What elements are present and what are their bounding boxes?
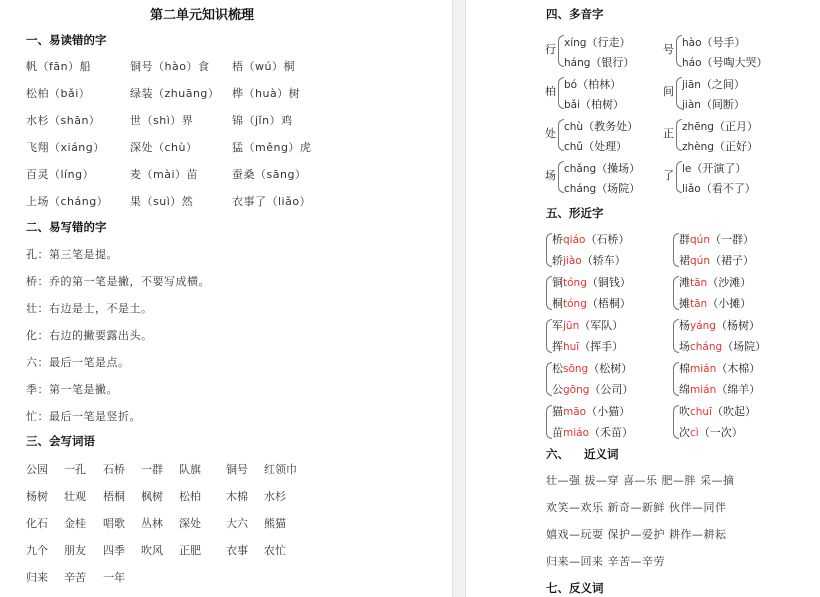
char: 苗 [552,426,563,439]
pinyin: qún [690,234,710,246]
example-word: （一群） [709,233,754,246]
misread-word: 水杉（shān） [26,114,101,127]
vocab-word: 杨树 [26,490,48,503]
vocab-word: 红领巾 [264,463,297,476]
miswritten-rule: 化：右边的撇要露出头。 [26,329,153,342]
char: 吹 [679,405,690,418]
vocab-word: 唱歌 [103,517,125,530]
vocab-word: 正肥 [179,544,201,557]
similar-char-line [679,400,756,419]
example-word: （小猫） [586,405,631,418]
misread-word: 世（shì）界 [130,114,194,127]
similar-char-line [552,400,630,419]
synonym-row: 欢笑—欢乐 新奇—新鲜 伙伴—同伴 [546,501,727,514]
similar-char-line [679,249,754,268]
char: 群 [679,233,690,246]
example-word: （正好） [713,140,758,153]
pinyin: bó [564,79,578,91]
pinyin: zhèng [682,141,714,153]
vocab-word: 化石 [26,517,48,530]
section-heading-polyphone: 四、多音字 [546,7,604,21]
page-divider [452,0,466,597]
pinyin: jiàn [682,99,701,111]
similar-char-line [552,335,623,354]
char: 裙 [679,254,690,267]
polyphone-char: 柏 [545,85,556,98]
vocab-word: 公园 [26,463,48,476]
vocab-word: 大六 [226,517,248,530]
section-heading-miswritten: 二、易写错的字 [26,220,107,234]
pinyin: mián [690,384,717,396]
misread-word: 蚕桑（sāng） [232,168,307,181]
pinyin: qún [690,255,710,267]
polyphone-line [564,157,640,176]
char: 松 [552,362,563,375]
similar-char-line [552,357,632,376]
vocab-word: 四季 [103,544,125,557]
section-heading-vocab: 三、会写词语 [26,434,95,448]
polyphone-line [682,93,745,112]
example-word: （石桥） [585,233,630,246]
vocab-word: 一孔 [64,463,86,476]
vocab-word: 木棉 [226,490,248,503]
vocab-word: 衣事 [226,544,248,557]
example-word: （挥手） [579,340,624,353]
pinyin: chù [564,121,584,133]
example-word: （柏树） [580,98,625,111]
section-heading-similar-chars: 五、形近字 [546,206,604,220]
example-word: （操场） [596,162,641,175]
similar-char-line [552,378,633,397]
char: 军 [552,319,563,332]
polyphone-line [564,73,621,92]
vocab-word: 壮观 [64,490,86,503]
vocab-word: 九个 [26,544,48,557]
pinyin: gōng [563,384,590,396]
example-word: （正月） [713,120,758,133]
pinyin: liǎo [682,183,701,195]
example-word: （场院） [596,182,641,195]
example-word: （柏林） [577,78,622,91]
pinyin: huī [563,341,580,353]
pinyin: cháng [564,183,597,195]
polyphone-line [682,31,746,50]
misread-word: 松柏（bǎi） [26,87,91,100]
polyphone-line [564,51,634,70]
misread-word: 衣事了（liǎo） [232,195,312,208]
polyphone-line [564,31,630,50]
polyphone-line [682,135,758,154]
example-word: （裙子） [709,254,754,267]
vocab-word: 归来 [26,571,48,584]
section-heading-antonyms: 七、反义词 [546,581,604,595]
example-word: （木棉） [716,362,761,375]
vocab-word: 农忙 [264,544,286,557]
synonym-row: 嬉戏—玩耍 保护—爱护 耕作—耕耘 [546,528,727,541]
pinyin: jūn [563,320,580,332]
pinyin: chǔ [564,141,584,153]
similar-char-line [679,292,751,311]
char: 挥 [552,340,563,353]
example-word: （松树） [588,362,633,375]
pinyin: le [682,163,692,175]
pinyin: yáng [690,320,716,332]
similar-char-line [552,314,623,333]
polyphone-line [682,51,768,70]
pinyin: tóng [563,277,587,289]
similar-char-line [552,228,629,247]
char: 桥 [552,233,563,246]
pinyin: hào [682,37,702,49]
similar-char-line [679,378,760,397]
similar-char-line [552,292,631,311]
char: 次 [679,426,690,439]
similar-char-line [679,335,766,354]
pinyin: bǎi [564,99,581,111]
similar-char-line [552,249,626,268]
polyphone-char: 了 [663,169,674,182]
similar-char-line [679,357,760,376]
char: 猫 [552,405,563,418]
section-heading-synonyms: 近义词 [584,447,619,461]
misread-word: 铜号（hào）食 [130,60,210,73]
pinyin: háng [564,57,591,69]
example-word: （间断） [700,98,745,111]
pinyin: cháng [690,341,723,353]
char: 杨 [679,319,690,332]
similar-char-line [552,421,633,440]
vocab-word: 吹风 [141,544,163,557]
char: 铜 [552,276,563,289]
misread-word: 梧（wú）桐 [232,60,295,73]
section-heading-misread: 一、易读错的字 [26,33,107,47]
polyphone-line [682,177,756,196]
vocab-word: 枫树 [141,490,163,503]
polyphone-char: 处 [545,127,556,140]
polyphone-line [564,115,638,134]
example-word: （军队） [579,319,624,332]
pinyin: chǎng [564,163,597,175]
example-word: （看不了） [700,182,756,195]
misread-word: 桦（huà）树 [232,87,301,100]
example-word: （小摊） [707,297,752,310]
example-word: （杨树） [715,319,760,332]
example-word: （禾苗） [589,426,634,439]
vocab-word: 金桂 [64,517,86,530]
misread-word: 麦（mài）苗 [130,168,199,181]
right-page [466,0,820,597]
similar-char-line [679,228,754,247]
example-word: （号手） [701,36,746,49]
polyphone-line [682,115,758,134]
polyphone-line [564,93,624,112]
miswritten-rule: 壮：右边是士，不是土。 [26,302,153,315]
misread-word: 绿装（zhuāng） [130,87,220,100]
vocab-word: 松柏 [179,490,201,503]
misread-word: 帆（fān）船 [26,60,92,73]
vocab-word: 熊猫 [264,517,286,530]
similar-char-line [552,271,631,290]
miswritten-rule: 孔：第三笔是提。 [26,248,118,261]
example-word: （号啕大哭） [701,56,768,69]
section-heading-synonyms-num: 六、 [546,447,569,461]
pinyin: tóng [563,298,587,310]
example-word: （公司） [589,383,634,396]
misread-word: 上场（cháng） [26,195,109,208]
example-word: （绵羊） [716,383,761,396]
polyphone-line [682,73,745,92]
polyphone-char: 场 [545,169,556,182]
example-word: （银行） [590,56,635,69]
pinyin: cì [690,427,699,439]
pinyin: sōng [563,363,589,375]
char: 滩 [679,276,690,289]
example-word: （铜钱） [586,276,631,289]
misread-word: 飞翔（xiáng） [26,141,105,154]
misread-word: 猛（měng）虎 [232,141,312,154]
example-word: （吹起） [712,405,756,418]
vocab-word: 队旗 [179,463,201,476]
page-title: 第二单元知识梳理 [150,8,255,23]
misread-word: 果（suì）然 [130,195,194,208]
vocab-word: 丛林 [141,517,163,530]
pinyin: qiáo [563,234,586,246]
pinyin: chuī [690,406,712,418]
polyphone-char: 号 [663,43,674,56]
pinyin: tān [690,277,708,289]
char: 桐 [552,297,563,310]
char: 绵 [679,383,690,396]
miswritten-rule: 季：第一笔是撇。 [26,383,118,396]
vocab-word: 一年 [103,571,125,584]
char: 棉 [679,362,690,375]
miswritten-rule: 六：最后一笔是点。 [26,356,130,369]
vocab-word: 铜号 [226,463,248,476]
example-word: （开演了） [691,162,747,175]
example-word: （处理） [583,140,628,153]
vocab-word: 石桥 [103,463,125,476]
char: 轿 [552,254,563,267]
synonym-row: 归来—回来 辛苦—辛劳 [546,555,665,568]
example-word: （之间） [700,78,745,91]
pinyin: mián [690,363,717,375]
example-word: （轿车） [581,254,626,267]
misread-word: 深处（chù） [130,141,198,154]
polyphone-line [564,135,627,154]
char: 摊 [679,297,690,310]
polyphone-line [682,157,746,176]
miswritten-rule: 桥：乔的第一笔是撇，不要写成横。 [26,275,210,288]
miswritten-rule: 忙：最后一笔是竖折。 [26,410,141,423]
polyphone-line [564,177,640,196]
pinyin: miáo [563,427,590,439]
vocab-word: 朋友 [64,544,86,557]
misread-word: 锦（jǐn）鸡 [232,114,293,127]
vocab-word: 一群 [141,463,163,476]
polyphone-char: 间 [663,85,674,98]
pinyin: zhēng [682,121,714,133]
vocab-word: 深处 [179,517,201,530]
similar-char-line [679,314,760,333]
polyphone-char: 行 [545,43,556,56]
pinyin: xíng [564,37,587,49]
vocab-word: 辛苦 [64,571,86,584]
example-word: （教务处） [583,120,639,133]
example-word: （一次） [698,426,743,439]
synonym-row: 壮—强 拔—穿 喜—乐 肥—胖 采—摘 [546,474,735,487]
char: 公 [552,383,563,396]
example-word: （场院） [722,340,767,353]
vocab-word: 梧桐 [103,490,125,503]
pinyin: māo [563,406,587,418]
misread-word: 百灵（líng） [26,168,95,181]
example-word: （行走） [586,36,631,49]
pinyin: háo [682,57,702,69]
pinyin: jiào [563,255,582,267]
char: 场 [679,340,690,353]
pinyin: jiān [682,79,701,91]
pinyin: tān [690,298,708,310]
example-word: （沙滩） [707,276,752,289]
example-word: （梧桐） [586,297,631,310]
similar-char-line [679,271,751,290]
similar-char-line [679,421,743,440]
polyphone-char: 正 [663,127,674,140]
vocab-word: 水杉 [264,490,286,503]
